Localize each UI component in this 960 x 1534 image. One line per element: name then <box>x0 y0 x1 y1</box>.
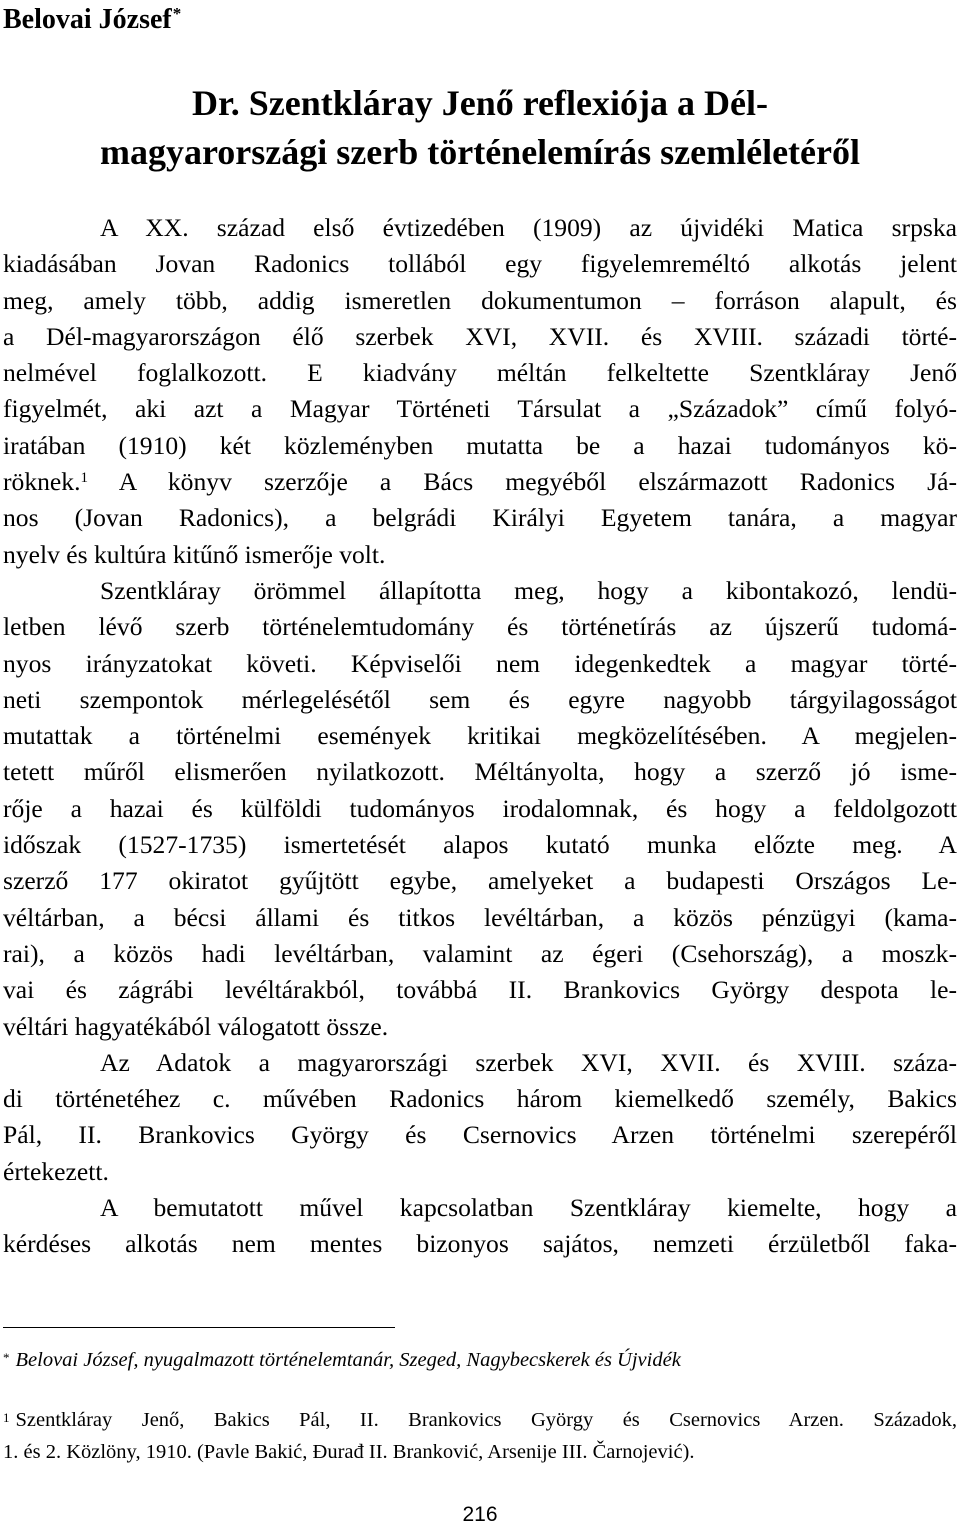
body-line-11: Szentkláray örömmel állapította meg, hogy a kibontakozó, lendü- <box>100 575 957 605</box>
body-line-27: értekezett. <box>3 1156 109 1186</box>
body-line-14: neti szempontok mérlegelésétől sem és egyre nagyobb tárgyilagosságot <box>3 684 957 714</box>
article-body <box>3 210 957 1263</box>
footnote-1-line-1-text: Szentkláray Jenő, Bakics Pál, II. Brankovics György és Csernovics Arzen. Századok, <box>15 1409 957 1431</box>
footnote-1-line-1 <box>3 1404 957 1436</box>
body-line-24: Az Adatok a magyarországi szerbek XVI, XVII. és XVIII. száza- <box>100 1047 957 1077</box>
footnote-reference-1[interactable]: 1 <box>80 470 88 487</box>
author-name-text: Belovai József <box>3 4 172 35</box>
body-line-28: A bemutatott művel kapcsolatban Szentkláray kiemelte, hogy a <box>100 1193 957 1223</box>
body-line-21: rai), a közös hadi levéltárban, valamint az égeri (Csehország), a moszk- <box>3 938 957 968</box>
body-line-26: Pál, II. Brankovics György és Csernovics Arzen történelmi szerepéről <box>3 1120 957 1150</box>
body-line-16: tetett műről elismerően nyilatkozott. Méltányolta, hogy a szerző jó isme- <box>3 757 957 787</box>
body-line-5: nelmével foglalkozott. E kiadvány méltán felkeltette Szentkláray Jenő <box>3 358 957 388</box>
body-line-29: kérdéses alkotás nem mentes bizonyos sajátos, nemzeti érzületből faka- <box>3 1229 957 1259</box>
footnote-separator <box>3 1327 395 1328</box>
page-number: 216 <box>462 1503 498 1526</box>
footnote-author-text: Belovai József, nyugalmazott történelemtanár, Szeged, Nagybecskerek és Újvidék <box>15 1349 681 1371</box>
author-footnote-mark: * <box>172 4 182 23</box>
title-line-1: Dr. Szentkláray Jenő reflexiója a Dél- <box>192 83 768 123</box>
article-title <box>3 79 957 177</box>
body-line-15: mutattak a történelmi események kritikai megközelítésében. A megjelen- <box>3 721 957 751</box>
footnote-1 <box>3 1404 957 1468</box>
author-name <box>3 3 181 37</box>
body-line-3: meg, amely több, addig ismeretlen dokumentumon – forráson alapult, és <box>3 285 957 315</box>
body-line-8 <box>3 464 957 500</box>
footnote-author-mark: * <box>3 1350 10 1365</box>
body-line-23: véltári hagyatékából válogatott össze. <box>3 1011 389 1041</box>
footnote-1-line-2: 1. és 2. Közlöny, 1910. (Pavle Bakić, Đurađ II. Branković, Arsenije III. Čarnojević). <box>3 1441 695 1463</box>
body-line-8-start: röknek. <box>3 467 81 497</box>
body-line-22: vai és zágrábi levéltárakból, továbbá II. Brankovics György despota le- <box>3 975 957 1005</box>
body-line-6: figyelmét, aki azt a Magyar Történeti Társulat a „Századok” című folyó- <box>3 394 957 424</box>
body-line-19: szerző 177 okiratot gyűjtött egybe, amelyeket a budapesti Országos Le- <box>3 866 957 896</box>
body-line-1: A XX. század első évtizedében (1909) az újvidéki Matica srpska <box>100 213 957 242</box>
body-line-8-end: A könyv szerzője a Bács megyéből elszármazott Radonics Já- <box>118 467 957 497</box>
body-line-10: nyelv és kultúra kitűnő ismerője volt. <box>3 539 386 569</box>
body-line-13: nyos irányzatokat követi. Képviselői nem idegenkedtek a magyar törté- <box>3 648 957 678</box>
body-line-12: letben lévő szerb történelemtudomány és történetírás az újszerű tudomá- <box>3 612 957 642</box>
body-line-2: kiadásában Jovan Radonics tollából egy figyelemreméltó alkotás jelent <box>3 249 957 279</box>
footnote-author <box>3 1344 957 1376</box>
body-line-4: a Dél-magyarországon élő szerbek XVI, XVII. és XVIII. századi törté- <box>3 321 957 351</box>
footnote-1-mark: 1 <box>3 1410 10 1425</box>
body-line-25: di történetéhez c. művében Radonics három kiemelkedő személy, Bakics <box>3 1084 957 1114</box>
body-line-20: véltárban, a bécsi állami és titkos levéltárban, a közös pénzügyi (kama- <box>3 902 957 932</box>
title-line-2: magyarországi szerb történelemírás szemléletéről <box>99 132 860 172</box>
body-line-17: rője a hazai és külföldi tudományos irodalomnak, és hogy a feldolgozott <box>3 793 957 823</box>
body-line-7: iratában (1910) két közleményben mutatta be a hazai tudományos kö- <box>3 430 957 460</box>
body-line-18: időszak (1527-1735) ismertetését alapos kutató munka előzte meg. A <box>3 830 957 860</box>
body-line-9: nos (Jovan Radonics), a belgrádi Királyi Egyetem tanára, a magyar <box>3 503 957 533</box>
